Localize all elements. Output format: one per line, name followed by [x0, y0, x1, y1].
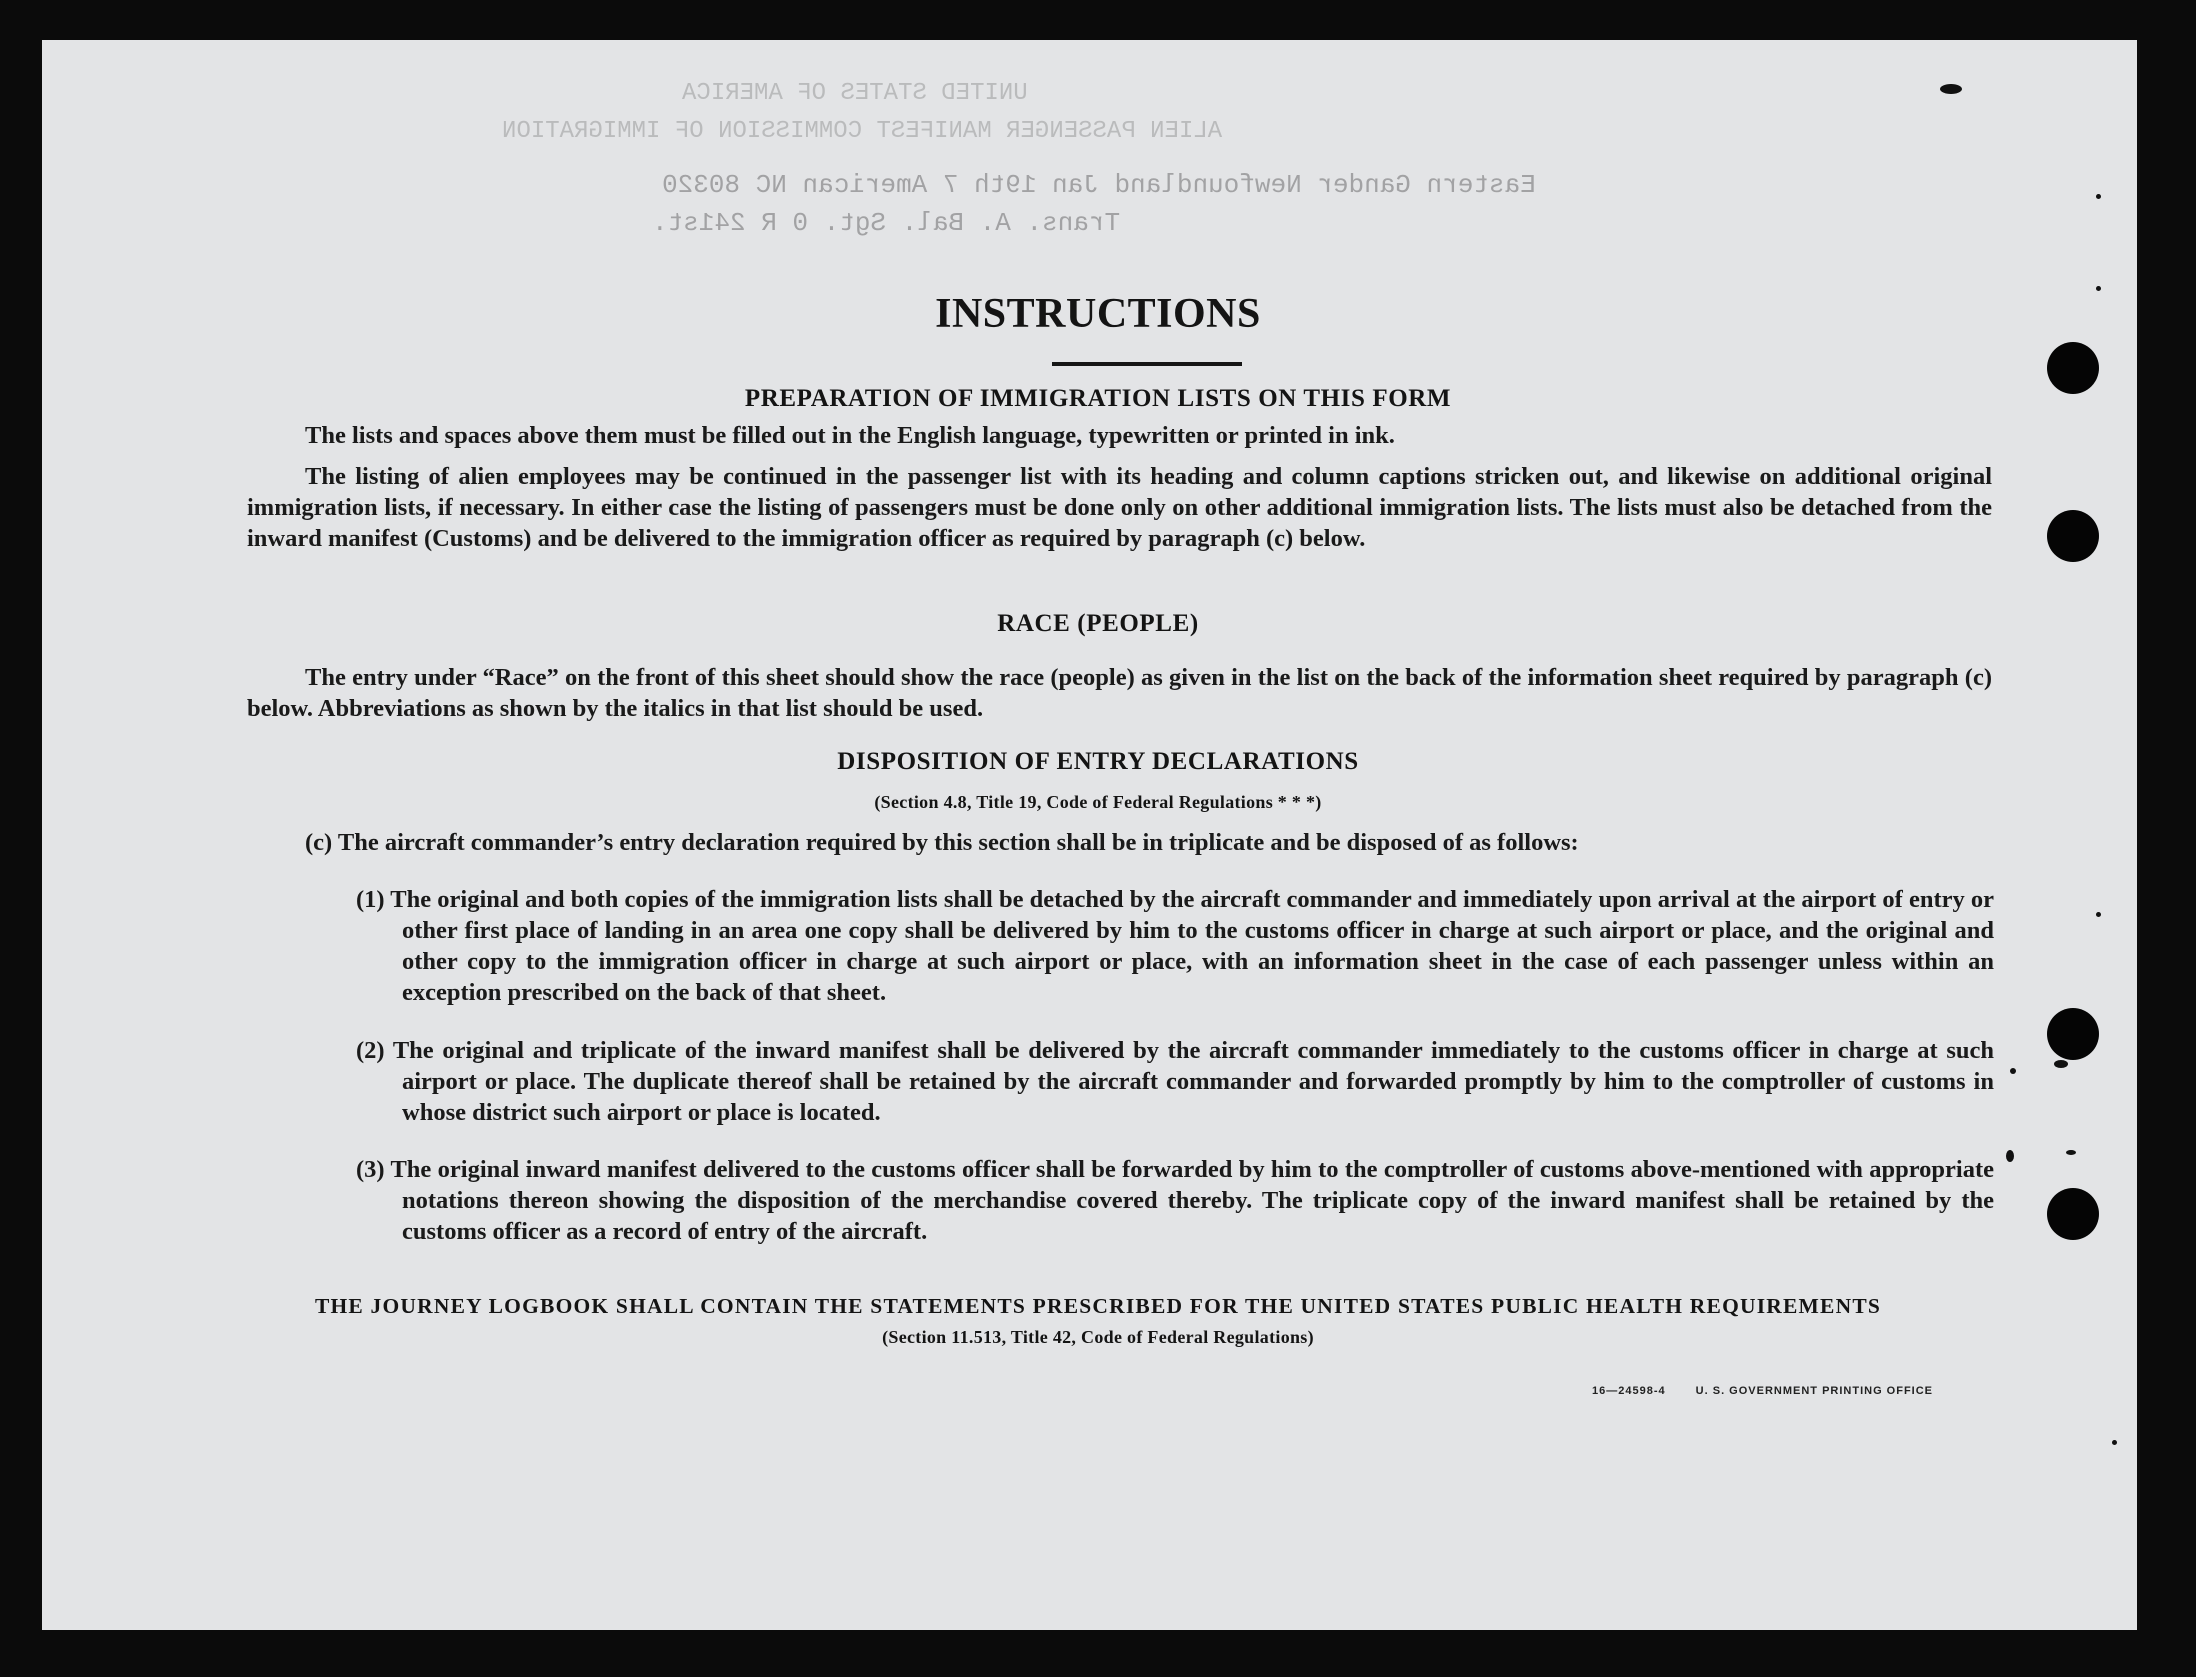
paragraph-alien-employees: The listing of alien employees may be continued in the passenger list with its heading and column captions stricken out, and likewise on additional original immigration lists, if necessary. In either case the listing of passengers must be done only on other additional immigration lists. The lists must also be detached from the inward manifest (Customs) and be delivered to the immigration officer as required by paragraph (c) below.: [247, 463, 1992, 552]
section-heading-race: RACE (PEOPLE): [997, 610, 1199, 637]
section-subheading-disposition: (Section 4.8, Title 19, Code of Federal Regulations * * *): [874, 792, 1322, 812]
section-heading-preparation: PREPARATION OF IMMIGRATION LISTS ON THIS FORM: [744, 385, 1452, 412]
form-number: 16—24598-4: [1592, 1385, 1666, 1397]
page-title: INSTRUCTIONS: [935, 291, 1261, 337]
punch-hole: [2047, 1188, 2099, 1240]
list-item: (2) The original and triplicate of the inward manifest shall be delivered by the aircraft commander immediately to the customs officer in charge at such airport or place. The duplicate thereof shall be retained by the aircraft commander and forwarded promptly by him to the comptroller of customs in whose district such airport or place is located.: [356, 1037, 1994, 1126]
paragraph-language: The lists and spaces above them must be filled out in the English language, typewritten or printed in ink.: [305, 422, 1395, 449]
list-item: (1) The original and both copies of the immigration lists shall be detached by the aircraft commander and immediately upon arrival at the airport of entry or other first place of landing in an area one copy shall be delivered by him to the customs officer in charge at such airport or place, and the original and other copy to the immigration officer in charge at such airport or place, with an information sheet in the case of each passenger unless within an exception prescribed on the back of that sheet.: [356, 886, 1994, 1006]
paragraph-race: The entry under “Race” on the front of this sheet should show the race (people) as given in the list on the back of the information sheet required by paragraph (c) below. Abbreviations as shown by the italics in that list should be used.: [247, 664, 1992, 722]
bleed-through-text: UNITED STATES OF AMERICA ALIEN PASSENGER MANIFEST COMMISSION OF IMMIGRATION Eastern Gander Newfoundland Jan 19th 7 American NC 80320 Trans. A. Bal. Sgt. 0 R 241st.: [502, 80, 1536, 238]
document-page: [42, 40, 2137, 1630]
punch-hole: [2047, 1008, 2099, 1060]
printer-name: U. S. GOVERNMENT PRINTING OFFICE: [1695, 1385, 1934, 1397]
footer-statement: THE JOURNEY LOGBOOK SHALL CONTAIN THE STATEMENTS PRESCRIBED FOR THE UNITED STATES PUBLIC HEALTH REQUIREMENTS: [314, 1294, 1882, 1318]
printer-imprint: [1592, 1385, 1959, 1397]
title-underline: [1052, 362, 1242, 366]
list-item: (3) The original inward manifest delivered to the customs officer shall be forwarded by him to the comptroller of customs above-mentioned with appropriate notations thereon showing the disposition of the merchandise covered thereby. The triplicate copy of the inward manifest shall be retained by the customs officer as a record of entry of the aircraft.: [356, 1156, 1994, 1245]
footer-citation: (Section 11.513, Title 42, Code of Federal Regulations): [882, 1327, 1314, 1347]
section-heading-disposition: DISPOSITION OF ENTRY DECLARATIONS: [837, 748, 1359, 775]
punch-hole: [2047, 510, 2099, 562]
paragraph-entry-declaration: (c) The aircraft commander’s entry declaration required by this section shall be in triplicate and be disposed of as follows:: [305, 829, 1579, 856]
